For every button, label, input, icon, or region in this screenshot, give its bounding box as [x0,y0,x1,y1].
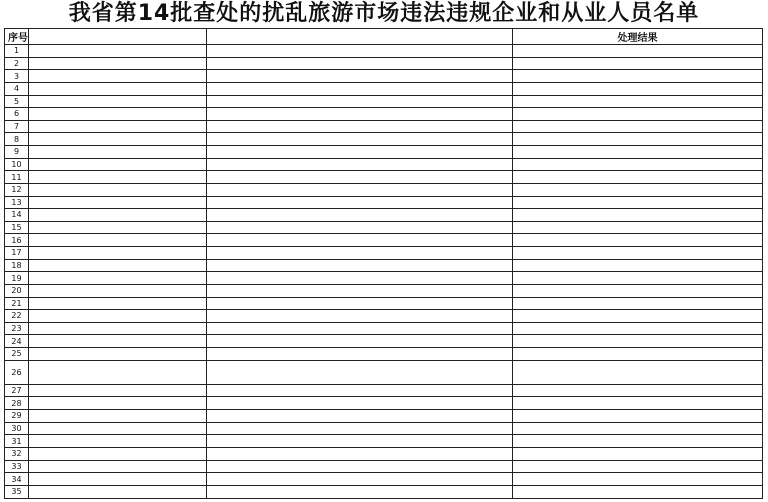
table-row [5,82,763,95]
cell-name [29,272,207,285]
cell-number: 34 [5,473,29,486]
cell-result [513,435,763,448]
cell-violation [207,95,513,108]
cell-name [29,234,207,247]
cell-name [29,108,207,121]
cell-violation [207,221,513,234]
cell-violation [207,183,513,196]
cell-result [513,348,763,361]
cell-result [513,247,763,260]
cell-number: 1 [5,45,29,58]
cell-result [513,360,763,384]
cell-violation [207,209,513,222]
cell-violation [207,70,513,83]
table-row [5,485,763,498]
cell-name [29,57,207,70]
cell-result [513,297,763,310]
table-row [5,322,763,335]
cell-result [513,447,763,460]
cell-number: 20 [5,284,29,297]
cell-number: 4 [5,82,29,95]
cell-number: 14 [5,209,29,222]
table-row [5,360,763,384]
cell-result [513,384,763,397]
cell-result [513,82,763,95]
cell-name [29,133,207,146]
cell-number: 24 [5,335,29,348]
cell-name [29,120,207,133]
table-row [5,460,763,473]
cell-violation [207,108,513,121]
table-row [5,95,763,108]
cell-result [513,209,763,222]
cell-number: 3 [5,70,29,83]
cell-violation [207,259,513,272]
cell-result [513,45,763,58]
cell-name [29,485,207,498]
table-body [5,45,763,499]
cell-violation [207,447,513,460]
table-header [5,29,763,45]
table-row [5,158,763,171]
cell-result [513,183,763,196]
cell-result [513,146,763,159]
cell-result [513,221,763,234]
cell-number: 35 [5,485,29,498]
table-row [5,435,763,448]
cell-number: 29 [5,410,29,423]
column-header-number: 序号 [5,29,29,45]
cell-violation [207,272,513,285]
cell-result [513,70,763,83]
document-title: 我省第14批查处的扰乱旅游市场违法违规企业和从业人员名单 [68,1,700,26]
cell-name [29,221,207,234]
cell-violation [207,384,513,397]
cell-number: 21 [5,297,29,310]
cell-number: 13 [5,196,29,209]
table-row [5,57,763,70]
cell-result [513,259,763,272]
cell-result [513,322,763,335]
cell-violation [207,360,513,384]
cell-number: 2 [5,57,29,70]
table-row [5,247,763,260]
cell-violation [207,460,513,473]
cell-number: 25 [5,348,29,361]
table-row [5,335,763,348]
cell-result [513,158,763,171]
table-row [5,45,763,58]
column-header-name [29,29,207,45]
cell-violation [207,335,513,348]
cell-name [29,397,207,410]
cell-result [513,335,763,348]
cell-number: 16 [5,234,29,247]
cell-number: 6 [5,108,29,121]
cell-violation [207,45,513,58]
cell-violation [207,485,513,498]
cell-result [513,397,763,410]
table-row [5,120,763,133]
table-header-row [5,29,763,45]
table-row [5,422,763,435]
cell-result [513,196,763,209]
cell-result [513,310,763,323]
cell-result [513,133,763,146]
table-row [5,473,763,486]
cell-violation [207,82,513,95]
cell-number: 27 [5,384,29,397]
cell-name [29,460,207,473]
table-row [5,397,763,410]
cell-violation [207,297,513,310]
cell-violation [207,57,513,70]
table-row [5,196,763,209]
cell-name [29,196,207,209]
cell-name [29,310,207,323]
cell-name [29,82,207,95]
cell-name [29,247,207,260]
column-header-result: 处理结果 [513,29,763,45]
cell-result [513,108,763,121]
cell-violation [207,348,513,361]
cell-number: 17 [5,247,29,260]
cell-number: 30 [5,422,29,435]
cell-violation [207,473,513,486]
cell-name [29,45,207,58]
table-row [5,234,763,247]
cell-number: 28 [5,397,29,410]
cell-number: 23 [5,322,29,335]
cell-result [513,473,763,486]
cell-violation [207,284,513,297]
cell-number: 11 [5,171,29,184]
cell-name [29,95,207,108]
table-row [5,146,763,159]
cell-name [29,422,207,435]
cell-number: 15 [5,221,29,234]
table-row [5,221,763,234]
cell-violation [207,234,513,247]
table-row [5,348,763,361]
cell-number: 26 [5,360,29,384]
cell-name [29,473,207,486]
cell-number: 19 [5,272,29,285]
table-row [5,108,763,121]
cell-number: 12 [5,183,29,196]
cell-number: 18 [5,259,29,272]
cell-number: 5 [5,95,29,108]
cell-result [513,284,763,297]
table-row [5,171,763,184]
cell-result [513,171,763,184]
cell-name [29,447,207,460]
cell-name [29,183,207,196]
cell-result [513,95,763,108]
cell-violation [207,146,513,159]
cell-result [513,120,763,133]
cell-violation [207,435,513,448]
table-row [5,272,763,285]
column-header-violation [207,29,513,45]
cell-number: 8 [5,133,29,146]
cell-name [29,410,207,423]
table-row [5,310,763,323]
cell-number: 32 [5,447,29,460]
cell-name [29,322,207,335]
cell-result [513,57,763,70]
cell-name [29,284,207,297]
cell-number: 9 [5,146,29,159]
cell-name [29,259,207,272]
table-row [5,447,763,460]
cell-name [29,435,207,448]
cell-name [29,70,207,83]
cell-result [513,485,763,498]
cell-violation [207,196,513,209]
table-row [5,410,763,423]
cell-number: 33 [5,460,29,473]
cell-result [513,460,763,473]
penalty-list-table [4,28,763,499]
cell-name [29,384,207,397]
cell-number: 10 [5,158,29,171]
cell-violation [207,171,513,184]
cell-name [29,348,207,361]
cell-name [29,209,207,222]
cell-number: 22 [5,310,29,323]
cell-name [29,158,207,171]
cell-name [29,146,207,159]
cell-violation [207,410,513,423]
cell-number: 7 [5,120,29,133]
cell-violation [207,247,513,260]
cell-result [513,410,763,423]
cell-name [29,335,207,348]
table-row [5,183,763,196]
cell-violation [207,158,513,171]
cell-violation [207,120,513,133]
cell-violation [207,422,513,435]
cell-result [513,234,763,247]
cell-result [513,272,763,285]
cell-result [513,422,763,435]
table-row [5,259,763,272]
cell-name [29,171,207,184]
table-row [5,284,763,297]
cell-name [29,297,207,310]
cell-violation [207,133,513,146]
table-row [5,133,763,146]
table-row [5,209,763,222]
cell-violation [207,310,513,323]
table-row [5,70,763,83]
cell-name [29,360,207,384]
table-row [5,297,763,310]
table-row [5,384,763,397]
cell-number: 31 [5,435,29,448]
cell-violation [207,322,513,335]
cell-violation [207,397,513,410]
